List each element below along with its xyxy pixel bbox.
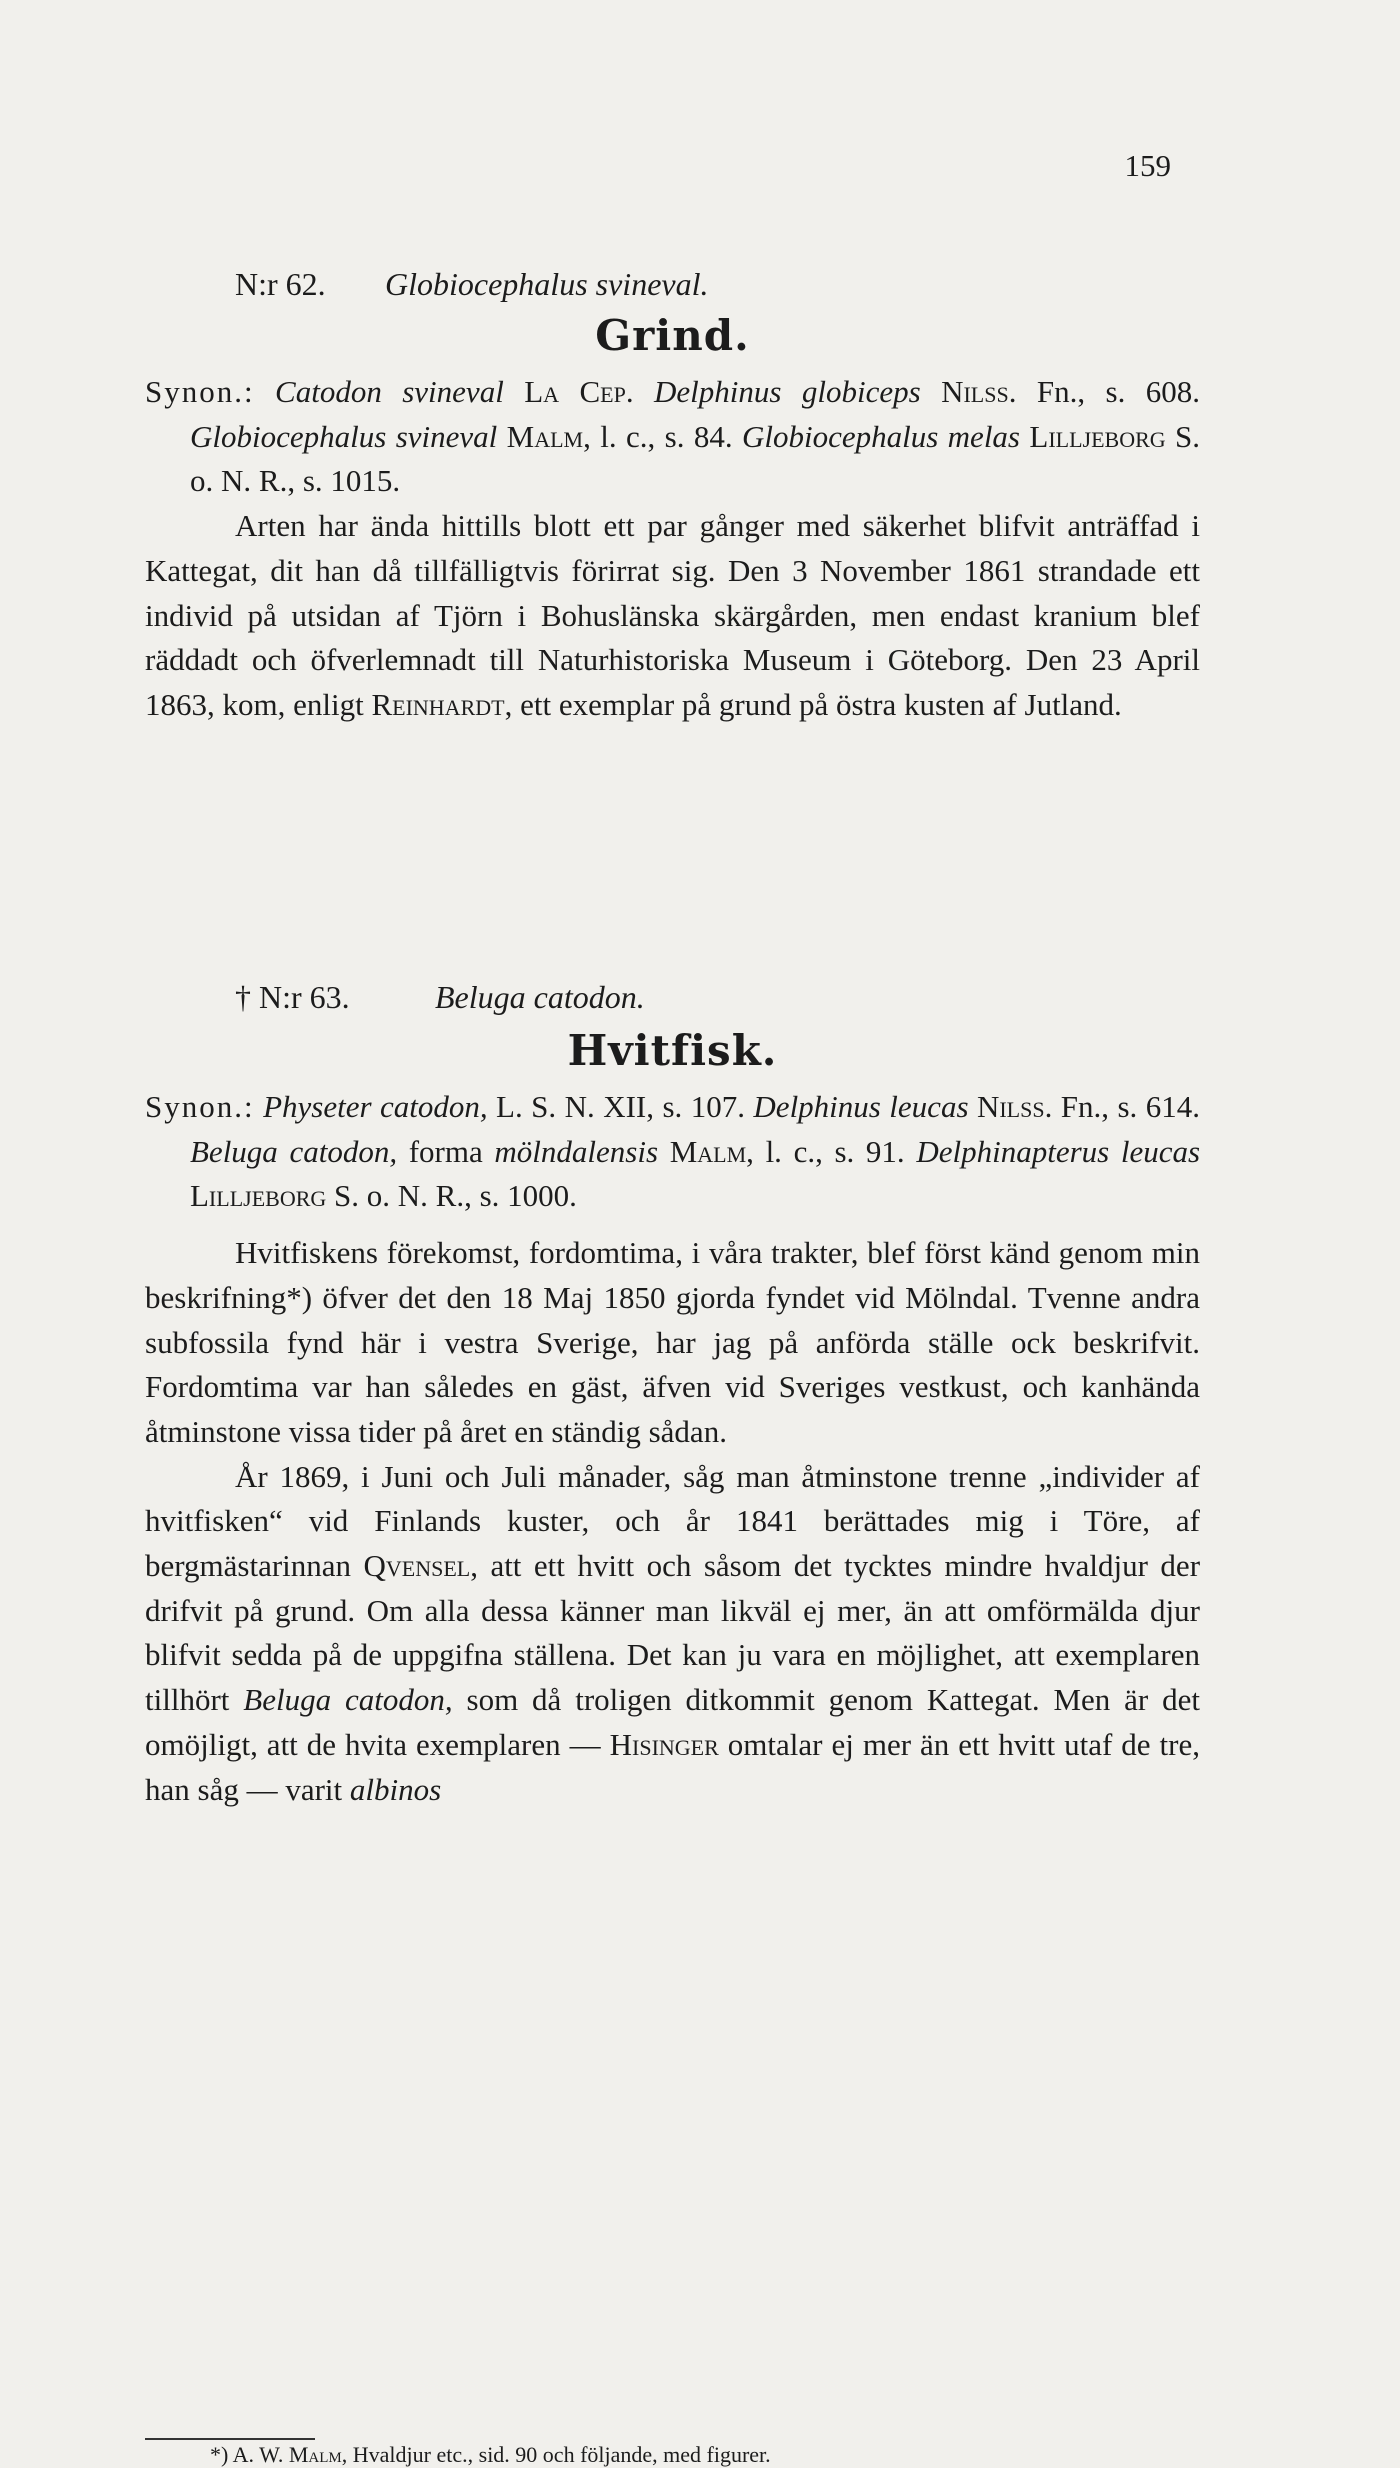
- synonym: Delphinus globiceps: [654, 374, 921, 409]
- synonym: Catodon svineval: [275, 374, 504, 409]
- entry-number: N:r 63.: [259, 979, 350, 1015]
- synonym: Globiocephalus melas: [741, 418, 1020, 454]
- text: ett exemplar på grund på östra kusten af Jutland.: [520, 686, 1122, 722]
- synonyms: [145, 1085, 1200, 1812]
- entry-heading: [145, 975, 1200, 1019]
- synonym: Beluga catodon,: [190, 1133, 398, 1169]
- synonym: Delphinus leucas: [753, 1089, 969, 1124]
- author: Malm,: [506, 418, 591, 454]
- author: Malm,: [669, 1133, 754, 1169]
- author: La Cep.: [524, 374, 634, 409]
- species-name: Beluga catodon,: [243, 1682, 453, 1718]
- author: Lilljeborg: [190, 1178, 327, 1214]
- synonym: Globiocephalus svineval: [190, 418, 498, 454]
- reference: l. c., s. 84.: [600, 418, 733, 454]
- synonym: Physeter catodon,: [263, 1089, 488, 1124]
- synonym: mölndalensis: [494, 1133, 659, 1169]
- text: Hvaldjur etc., sid. 90 och följande, med figurer.: [352, 2442, 771, 2467]
- synonyms-label: Synon.:: [145, 1089, 255, 1124]
- entry-heading: [145, 262, 1200, 306]
- term: albinos: [349, 1771, 442, 1807]
- text: Arten har ända hittills blott ett par gånger med säkerhet blifvit anträffad i Kattegat, dit han då tillfälligtvis förirrat sig. Den 3 November 1861 strandade ett individ på utsidan af Tjörn i Bohuslänska skärgården, men endast kranium blef räddadt och öfverlemnadt till Naturhistoriska Museum i Göteborg. Den 23 April 1863, kom, enligt: [145, 508, 1200, 722]
- author: Nilss.: [941, 374, 1017, 409]
- text: A. W.: [232, 2442, 284, 2467]
- footnote: [210, 2442, 771, 2468]
- body-paragraph: [145, 1455, 1200, 1813]
- body-paragraph: [145, 504, 1200, 728]
- vernacular-name: Grind.: [595, 311, 750, 360]
- synonym: Delphinapterus leucas: [916, 1133, 1201, 1169]
- entry-number: N:r 62.: [235, 266, 326, 302]
- author: Malm,: [288, 2442, 348, 2467]
- vernacular-name: Hvitfisk.: [567, 1026, 778, 1075]
- synonyms: [145, 370, 1200, 728]
- text: forma: [408, 1133, 483, 1169]
- dagger-mark: †: [235, 979, 251, 1015]
- author: Hisinger: [609, 1726, 719, 1762]
- reference: Fn., s. 614.: [1060, 1089, 1201, 1124]
- text: att ett hvitt och såsom det tycktes mindre hvaldjur der drifvit på grund. Om alla dessa känner man likväl ej mer, än att omförmälda djur blifvit sedda på de uppgifna ställena. Det kan ju vara en möjlighet, att exemplaren tillhört: [145, 1548, 1201, 1718]
- text: År 1869, i Juni och Juli månader, såg man åtminstone trenne „individer af hvitfisken“ vid Finlands kuster, och år 1841 berättades mig i Töre, af bergmästarinnan: [145, 1458, 1200, 1584]
- reference: Fn., s. 608.: [1036, 374, 1201, 409]
- reference: S. o. N. R., s. 1000.: [334, 1178, 577, 1214]
- entry-62: [145, 262, 1200, 728]
- reference: l. c., s. 91.: [765, 1133, 905, 1169]
- scientific-name: Beluga catodon.: [435, 979, 645, 1015]
- footnote-rule: [145, 2438, 315, 2440]
- page-number: 159: [1124, 148, 1171, 183]
- author: Lilljeborg: [1029, 418, 1166, 454]
- body-paragraph: Hvitfiskens förekomst, fordomtima, i våra trakter, blef först känd genom min beskrifning*) öfver det den 18 Maj 1850 gjorda fyndet vid Mölndal. Tvenne andra subfossila fynd här i vestra Sverige, har jag på anförda ställe ock beskrifvit. Fordomtima var han således en gäst, äfven vid Sveriges vestkust, och kanhända åtminstone vissa tider på året en ständig sådan.: [145, 1235, 1200, 1449]
- author: Qvensel,: [363, 1548, 478, 1584]
- reference: S. o. N. R., s. 1015.: [190, 418, 1201, 499]
- text: omtalar ej mer än ett hvitt utaf de tre, han såg — varit: [145, 1726, 1201, 1807]
- entry-63: [145, 975, 1200, 1812]
- scientific-name: Globiocephalus svineval.: [385, 266, 709, 302]
- author: Nilss.: [976, 1089, 1053, 1124]
- reference: L. S. N. XII, s. 107.: [496, 1089, 745, 1124]
- text: som då troligen ditkommit genom Kattegat. Men är det omöjligt, att de hvita exemplaren —: [145, 1682, 1201, 1762]
- author: Reinhardt,: [371, 686, 513, 722]
- footnote-marker: *): [210, 2442, 229, 2467]
- synonyms-label: Synon.:: [145, 374, 255, 409]
